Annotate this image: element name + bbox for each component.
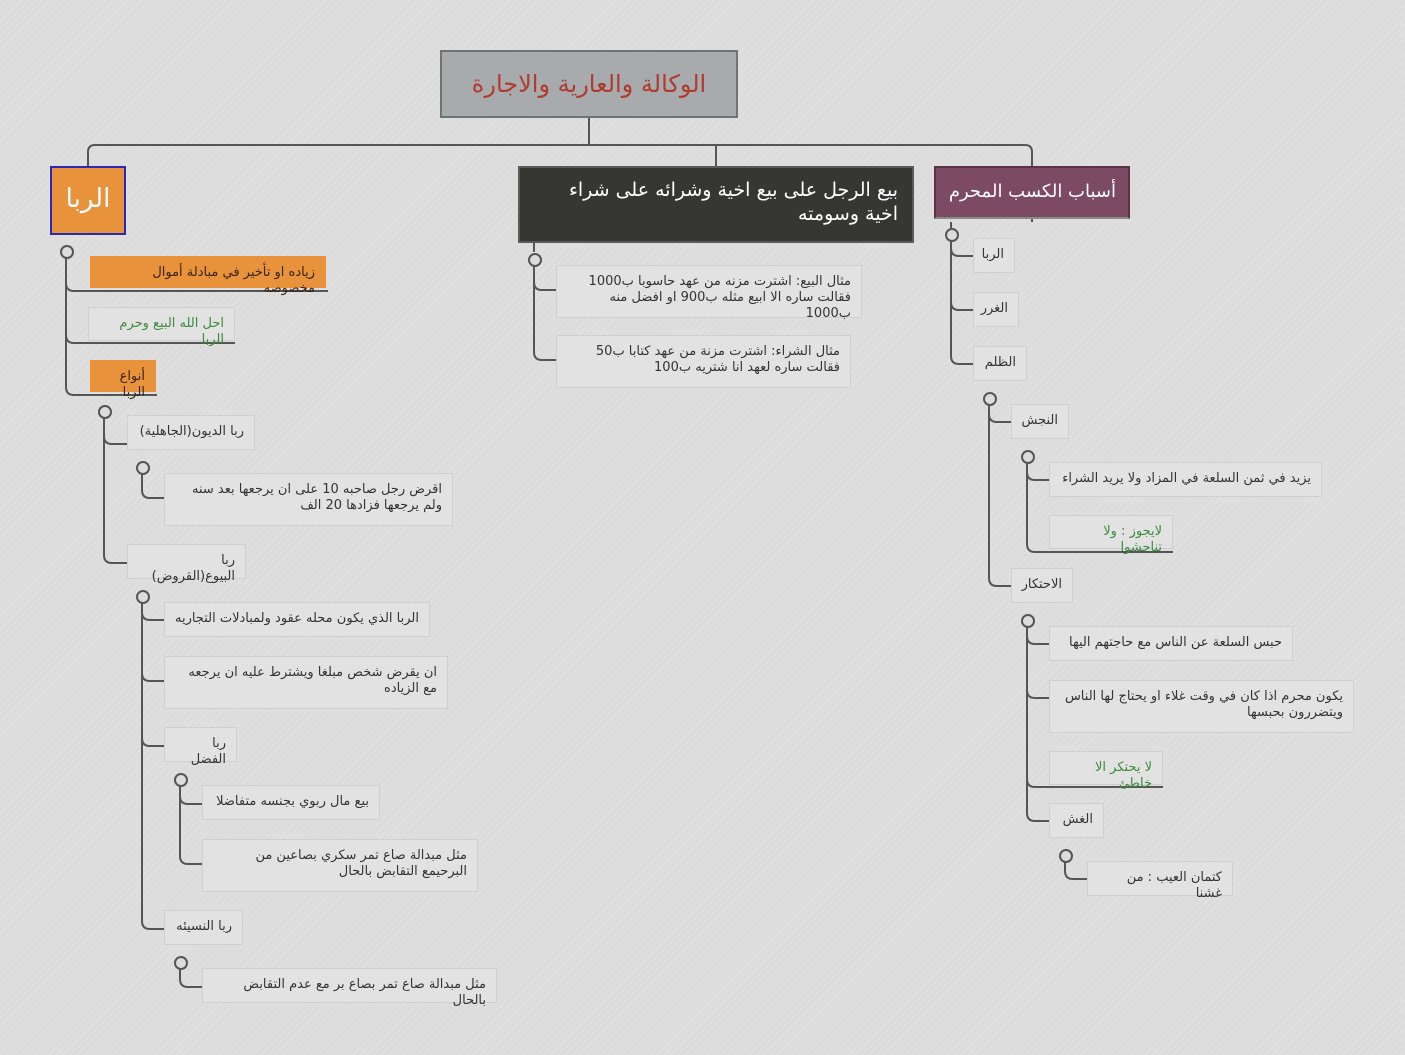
riba-nasia[interactable]: ربا النسيئه (164, 910, 243, 945)
riba-duyun-example[interactable]: اقرض رجل صاحبه 10 على ان يرجعها بعد سنه ولم يرجعها فزادها 20 الف (164, 473, 453, 526)
root-topic[interactable]: الوكالة والعارية والاجارة (440, 50, 738, 118)
bay-sale-example[interactable]: مثال البيع: اشترت مزنه من عهد حاسوبا ب1000 فقالت ساره الا ابيع مثله ب900 او افضل منه ب1000 (556, 265, 862, 318)
ihtikar-hadith[interactable]: لا يحتكر الا خاطئ (1049, 751, 1163, 785)
ihtikar-definition[interactable]: حبس السلعة عن الناس مع حاجتهم اليها (1049, 626, 1293, 661)
riba-fadl-example[interactable]: مثل مبدالة صاع تمر سكري بصاعين من البرحيمع التقابض بالحال (202, 839, 478, 892)
zulm-najsh[interactable]: النجش (1011, 404, 1069, 439)
riba-buyu-item[interactable]: الربا الذي يكون محله عقود ولمبادلات التجاريه (164, 602, 430, 637)
riba-duyun[interactable]: ربا الديون(الجاهلية) (127, 415, 255, 450)
kasb-zulm[interactable]: الظلم (973, 346, 1027, 381)
riba-ruling[interactable]: احل الله البيع وحرم الربا (88, 307, 235, 341)
collapse-toggle-icon[interactable] (136, 590, 150, 604)
kasb-riba[interactable]: الربا (973, 238, 1015, 273)
ghish-definition[interactable]: كتمان العيب : من غشنا (1087, 861, 1233, 896)
riba-fadl[interactable]: ربا الفضل (164, 727, 237, 762)
collapse-toggle-icon[interactable] (136, 461, 150, 475)
collapse-toggle-icon[interactable] (1021, 614, 1035, 628)
collapse-toggle-icon[interactable] (174, 956, 188, 970)
zulm-ghish[interactable]: الغش (1049, 803, 1104, 838)
ihtikar-ruling-detail[interactable]: يكون محرم اذا كان في وقت غلاء او يحتاج لها الناس ويتضررون بحبسها (1049, 680, 1354, 733)
riba-buyu[interactable]: ربا البيوع(القروض) (127, 544, 246, 579)
collapse-toggle-icon[interactable] (98, 405, 112, 419)
collapse-toggle-icon[interactable] (528, 253, 542, 267)
collapse-toggle-icon[interactable] (174, 773, 188, 787)
riba-fadl-definition[interactable]: بيع مال ربوي بجنسه متفاضلا (202, 785, 380, 820)
kasb-gharar[interactable]: الغرر (973, 292, 1019, 327)
collapse-toggle-icon[interactable] (983, 392, 997, 406)
collapse-toggle-icon[interactable] (1021, 450, 1035, 464)
riba-nasia-example[interactable]: مثل مبدالة صاع تمر بصاع بر مع عدم التقابض بالحال (202, 968, 497, 1003)
riba-definition[interactable]: زياده او تأخير في مبادلة أموال مخصوصه (90, 256, 326, 288)
collapse-toggle-icon[interactable] (945, 228, 959, 242)
collapse-toggle-icon[interactable] (60, 245, 74, 259)
najsh-definition[interactable]: يزيد في ثمن السلعة في المزاد ولا يريد الشراء (1049, 462, 1322, 497)
bay-purchase-example[interactable]: مثال الشراء: اشترت مزنة من عهد كتابا ب50 فقالت ساره لعهد انا شتريه ب100 (556, 335, 851, 388)
zulm-ihtikar[interactable]: الاحتكار (1011, 568, 1073, 603)
najsh-ruling[interactable]: لايجوز : ولا تناجشوا (1049, 515, 1173, 549)
riba-buyu-item[interactable]: ان يقرض شخص مبلغا ويشترط عليه ان يرجعه مع الزياده (164, 656, 448, 709)
riba-types-label[interactable]: أنواع الربا (90, 360, 156, 392)
branch-bay-ala-bay[interactable]: بيع الرجل على بيع اخية وشرائه على شراء اخية وسومته (518, 166, 914, 243)
branch-riba[interactable]: الربا (50, 166, 126, 235)
collapse-toggle-icon[interactable] (1059, 849, 1073, 863)
branch-haram-earning[interactable]: أسباب الكسب المحرم (934, 166, 1130, 219)
